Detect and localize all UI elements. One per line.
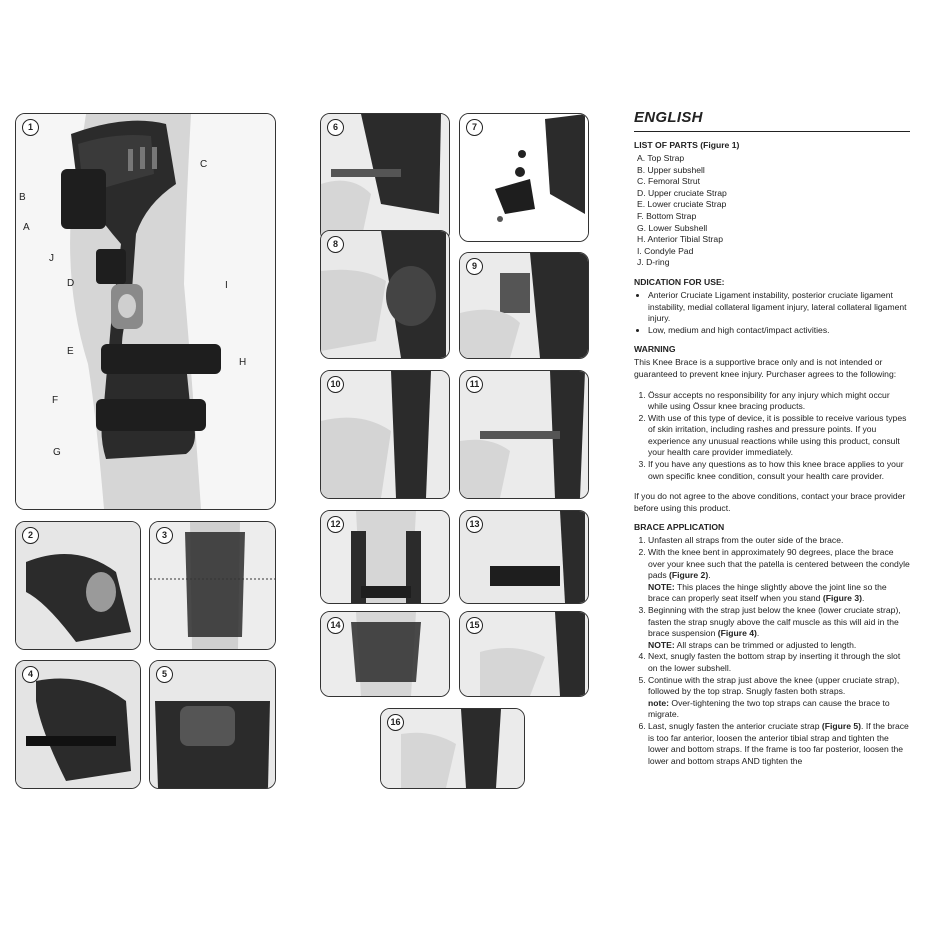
part-item: H. Anterior Tibial Strap xyxy=(637,234,723,245)
warning-item: 2. With use of this type of device, it is possible to receive various types of skin irritation, including rashes and pressure points. If you experience any unusual reactions while using this product, consult your health care provider immediately. xyxy=(648,413,910,459)
figure-number: 5 xyxy=(156,666,173,683)
figure-number: 2 xyxy=(22,527,39,544)
label-i: I xyxy=(225,280,228,291)
figure-number: 12 xyxy=(327,516,344,533)
step-4: 4. Next, snugly fasten the bottom strap by inserting it through the slot on the lower subshell. xyxy=(648,651,910,674)
application-steps xyxy=(634,535,910,767)
figure-5 xyxy=(149,660,276,789)
figure-2 xyxy=(15,521,141,650)
warning-intro: This Knee Brace is a supportive brace only and is not intended or guaranteed to prevent knee injury. Purchaser agrees to the following: xyxy=(634,357,897,379)
warning-item: 1. Össur accepts no responsibility for any injury which might occur while using Össur knee bracing products. xyxy=(648,390,910,413)
figure-number: 1 xyxy=(22,119,39,136)
label-a: A xyxy=(23,222,30,233)
label-f: F xyxy=(52,395,59,406)
part-item: E. Lower cruciate Strap xyxy=(637,199,727,210)
instructions-text xyxy=(634,108,910,767)
label-c: C xyxy=(200,159,208,170)
figure-number: 8 xyxy=(327,236,344,253)
figure-number: 9 xyxy=(466,258,483,275)
part-item: A. Top Strap xyxy=(637,153,685,163)
indication-heading: NDICATION FOR USE: xyxy=(634,276,725,287)
figure-10 xyxy=(320,370,450,499)
warning-item: 3. If you have any questions as to how this knee brace applies to your own specific knee condition, consult your health care provider. xyxy=(648,459,910,482)
part-item: I. Condyle Pad xyxy=(637,245,694,256)
warning-list xyxy=(634,390,910,483)
step-3: 3. Beginning with the strap just below the knee (lower cruciate strap), fasten the strap snugly above the calf muscle as this will aid in the brace suspension (Figure 4). NOTE: All straps can be trimmed or adjusted to length. xyxy=(648,605,910,651)
figure-6 xyxy=(320,113,450,242)
figure-number: 6 xyxy=(327,119,344,136)
title-rule xyxy=(634,131,910,132)
label-b: B xyxy=(19,192,26,203)
figure-number: 14 xyxy=(327,617,344,634)
figure-number: 7 xyxy=(466,119,483,136)
figure-12 xyxy=(320,510,450,604)
step-2: 2. With the knee bent in approximately 90 degrees, place the brace over your knee such that the patella is centered between the condyle pads (Figure 2). NOTE: This places the hinge slightly above the joint line so the brace can properly seat itself when you stand (Figure 3). xyxy=(648,547,910,605)
figure-14 xyxy=(320,611,450,697)
figure-3 xyxy=(149,521,276,650)
label-g: G xyxy=(53,447,61,458)
figure-4 xyxy=(15,660,141,789)
figure-number: 16 xyxy=(387,714,404,731)
figure-8 xyxy=(320,230,450,359)
parts-heading: LIST OF PARTS (Figure 1) xyxy=(634,140,740,150)
figure-number: 10 xyxy=(327,376,344,393)
figure-number: 15 xyxy=(466,617,483,634)
part-item: F. Bottom Strap xyxy=(637,210,697,221)
figure-number: 3 xyxy=(156,527,173,544)
figure-15 xyxy=(459,611,589,697)
label-d: D xyxy=(67,278,75,289)
indication-list xyxy=(634,290,910,336)
figure-13 xyxy=(459,510,589,604)
section-title: ENGLISH xyxy=(634,109,703,126)
indication-item: • Anterior Cruciate Ligament instability, posterior cruciate ligament instability, medial collateral ligament injury, lateral collateral ligament injury. xyxy=(648,290,910,325)
label-e: E xyxy=(67,346,74,357)
application-heading: BRACE APPLICATION xyxy=(634,522,725,533)
figure-16 xyxy=(380,708,525,789)
figure-number: 13 xyxy=(466,516,483,533)
label-h: H xyxy=(239,357,247,368)
part-item: D. Upper cruciate Strap xyxy=(637,187,727,198)
part-item: G. Lower Subshell xyxy=(637,222,708,233)
label-j: J xyxy=(49,253,54,264)
step-5: 5. Continue with the strap just above the knee (upper cruciate strap), followed by the top strap. Snugly fasten both straps. note: Over-tightening the two top straps can cause the brace to migrate. xyxy=(648,675,910,721)
figure-number: 11 xyxy=(466,376,483,393)
figure-7 xyxy=(459,113,589,242)
indication-item: • Low, medium and high contact/impact activities. xyxy=(648,325,910,337)
step-6: 6. Last, snugly fasten the anterior cruciate strap (Figure 5). If the brace is too far anterior, loosen the anterior tibial strap and tighten the lower and bottom straps. If the frame is too far posterior, loosen the lower and bottom straps AND tighten the xyxy=(648,721,910,767)
part-item: B. Upper subshell xyxy=(637,164,705,175)
figure-9 xyxy=(459,252,589,359)
figure-number: 4 xyxy=(22,666,39,683)
warning-heading: WARNING xyxy=(634,344,676,355)
parts-list xyxy=(634,153,910,269)
part-item: J. D-ring xyxy=(637,257,670,268)
figure-11 xyxy=(459,370,589,499)
step-1: 1. Unfasten all straps from the outer side of the brace. xyxy=(648,535,910,547)
disagree-text: If you do not agree to the above conditions, contact your brace provider before using this product. xyxy=(634,491,906,513)
part-item: C. Femoral Strut xyxy=(637,176,701,187)
figure-1-brace-parts xyxy=(15,113,276,510)
